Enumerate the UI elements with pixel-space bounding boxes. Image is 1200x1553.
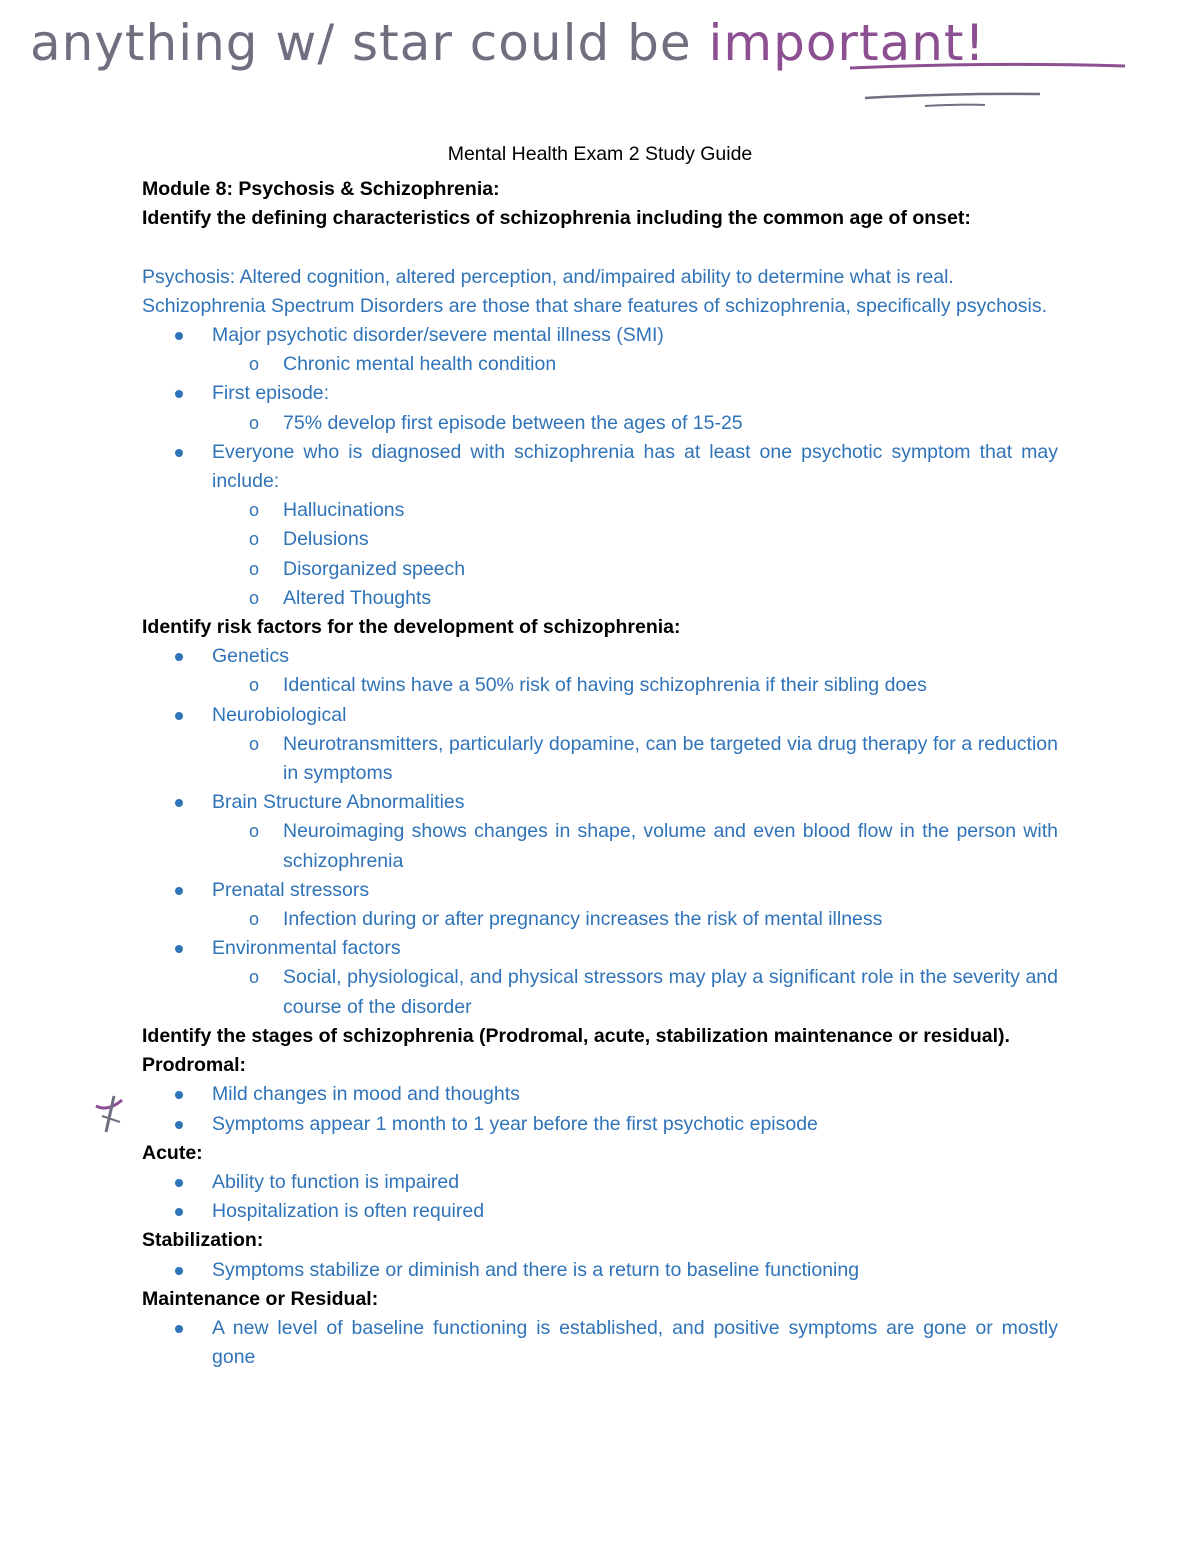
list-item: o 75% develop first episode between the ages of 15-25	[212, 409, 1058, 438]
stage-maintenance: Maintenance or Residual:	[142, 1287, 379, 1310]
list-item: o Disorganized speech	[212, 555, 1058, 584]
list-item: Brain Structure Abnormalities o Neuroimaging shows changes in shape, volume and even blood flow in the person with schizophrenia	[142, 788, 1058, 876]
section2-heading: Identify risk factors for the development of schizophrenia:	[142, 616, 681, 639]
list-item: Major psychotic disorder/severe mental illness (SMI) o Chronic mental health condition	[142, 321, 1058, 379]
list-item: Everyone who is diagnosed with schizophrenia has at least one psychotic symptom that may include: o Hallucinations o Delusions o Disorganized speech o Altered Thoughts	[142, 438, 1058, 613]
stage-acute: Acute:	[142, 1141, 203, 1164]
para-spectrum: Schizophrenia Spectrum Disorders are those that share features of schizophrenia, specifically psychosis.	[142, 294, 1048, 317]
handwritten-underline	[840, 60, 1140, 110]
star-mark-icon	[92, 1092, 126, 1136]
prodromal-list	[142, 1080, 1058, 1138]
list-item: A new level of baseline functioning is established, and positive symptoms are gone or mostly gone	[142, 1314, 1058, 1372]
section3-heading: Identify the stages of schizophrenia (Prodromal, acute, stabilization maintenance or residual).	[142, 1024, 1010, 1047]
section2-list	[142, 642, 1058, 1022]
stage-stabilization: Stabilization:	[142, 1229, 264, 1252]
para-psychosis: Psychosis: Altered cognition, altered perception, and/impaired ability to determine what is real.	[142, 265, 954, 288]
list-item: Ability to function is impaired	[142, 1168, 1058, 1197]
list-item: Neurobiological o Neurotransmitters, particularly dopamine, can be targeted via drug therapy for a reduction in symptoms	[142, 701, 1058, 789]
list-item: Prenatal stressors o Infection during or after pregnancy increases the risk of mental illness	[142, 876, 1058, 934]
stabilization-list	[142, 1256, 1058, 1285]
list-item: Symptoms stabilize or diminish and there is a return to baseline functioning	[142, 1256, 1058, 1285]
doc-title: Mental Health Exam 2 Study Guide	[447, 143, 753, 165]
list-item: o Hallucinations	[212, 496, 1058, 525]
list-item: o Delusions	[212, 525, 1058, 554]
list-item: Hospitalization is often required	[142, 1197, 1058, 1226]
list-item: o Altered Thoughts	[212, 584, 1058, 613]
list-item: First episode: o 75% develop first episode between the ages of 15-25	[142, 379, 1058, 437]
list-item: o Chronic mental health condition	[212, 350, 1058, 379]
list-item: o Neuroimaging shows changes in shape, volume and even blood flow in the person with schizophrenia	[212, 817, 1058, 875]
handwritten-note-emphasis: important!	[708, 14, 986, 72]
document-page	[142, 140, 1058, 1372]
list-item: Environmental factors o Social, physiological, and physical stressors may play a significant role in the severity and course of the disorder	[142, 934, 1058, 1022]
list-item: o Identical twins have a 50% risk of having schizophrenia if their sibling does	[212, 671, 1058, 700]
list-item: o Neurotransmitters, particularly dopamine, can be targeted via drug therapy for a reduction in symptoms	[212, 730, 1058, 788]
section1-list	[142, 321, 1058, 613]
stage-prodromal: Prodromal:	[142, 1054, 247, 1077]
list-item: Genetics o Identical twins have a 50% risk of having schizophrenia if their sibling does	[142, 642, 1058, 700]
handwritten-note-text: anything w/ star could be	[30, 14, 709, 72]
section1-heading: Identify the defining characteristics of schizophrenia including the common age of onset:	[142, 207, 971, 230]
list-item: Symptoms appear 1 month to 1 year before the first psychotic episode	[142, 1110, 1058, 1139]
list-item: Mild changes in mood and thoughts	[142, 1080, 1058, 1109]
acute-list	[142, 1168, 1058, 1226]
list-item: o Social, physiological, and physical stressors may play a significant role in the severity and course of the disorder	[212, 963, 1058, 1021]
maintenance-list	[142, 1314, 1058, 1372]
list-item: o Infection during or after pregnancy increases the risk of mental illness	[212, 905, 1058, 934]
module-heading: Module 8: Psychosis & Schizophrenia:	[142, 178, 500, 201]
